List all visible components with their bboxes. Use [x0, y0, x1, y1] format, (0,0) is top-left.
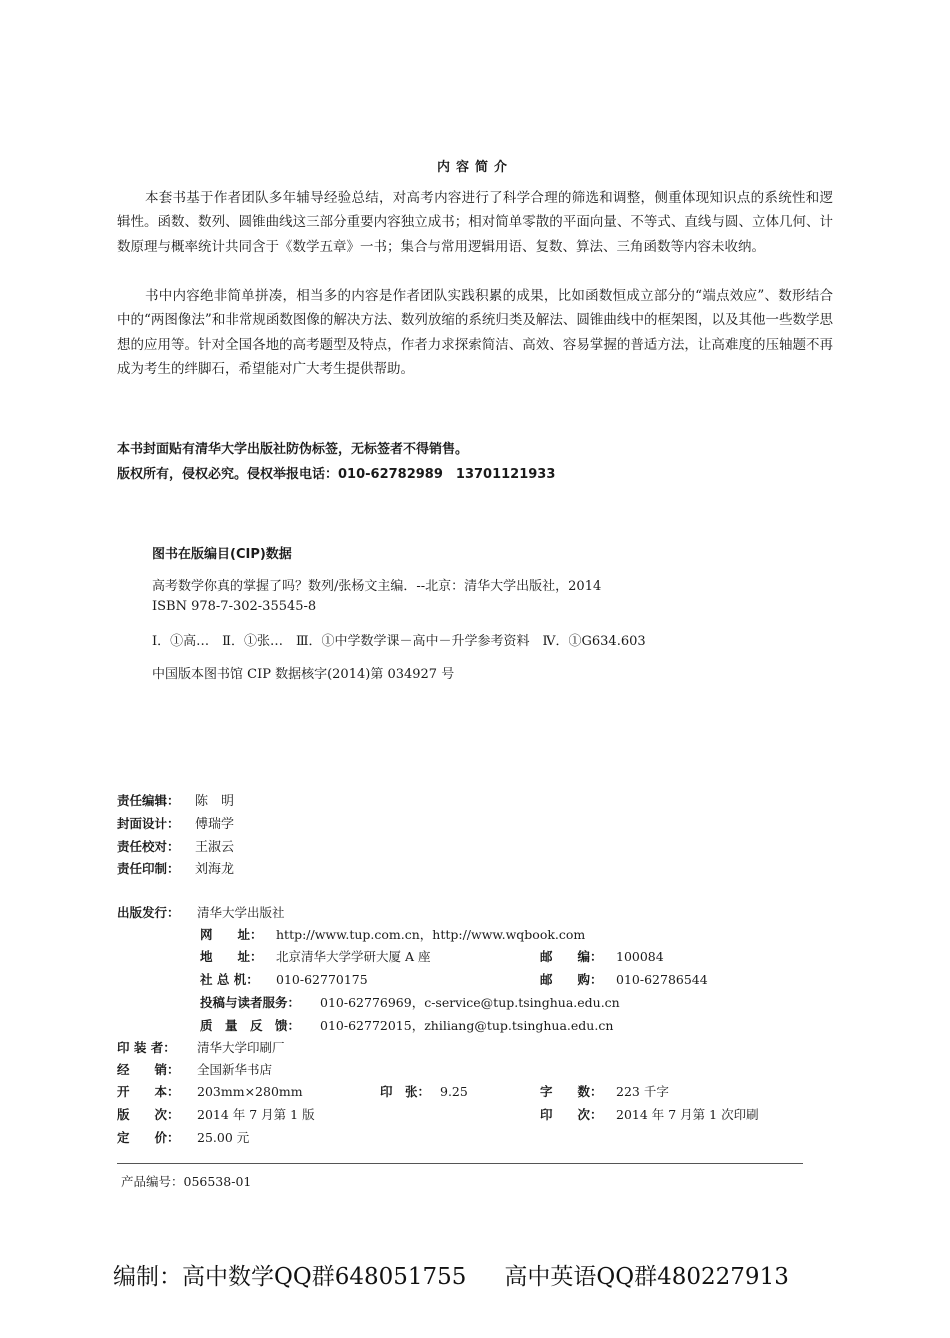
intro-title: 内容简介 — [436, 160, 513, 175]
edition-value: 2014 年 7 月第 1 版 — [197, 1107, 315, 1122]
credit-value: 傅瑞学 — [195, 817, 235, 832]
address-row — [200, 947, 430, 965]
feedback-row — [200, 1016, 613, 1034]
credit-cover-design — [117, 813, 234, 832]
credit-value: 王淑云 — [195, 840, 235, 855]
format-row — [117, 1082, 303, 1100]
footer-banner — [113, 1258, 827, 1291]
postcode-row — [540, 947, 664, 965]
printer-label: 印 装 者： — [117, 1040, 176, 1055]
switchboard-label: 社 总 机： — [200, 972, 259, 987]
publisher-label: 出版发行： — [117, 905, 180, 920]
mailorder-row — [540, 970, 708, 988]
mailorder-label: 邮 购： — [540, 972, 603, 987]
credit-value: 刘海龙 — [195, 862, 235, 877]
printer-value: 清华大学印刷厂 — [197, 1040, 285, 1055]
credit-proofreader — [117, 836, 234, 855]
printing-row — [540, 1105, 759, 1123]
intro-paragraph-2: 书中内容绝非简单拼凑，相当多的内容是作者团队实践积累的成果，比如函数恒成立部分的“端点效应”、数形结合中的“两图像法”和非常规函数图像的解决方法、数列放缩的系统归类及解法、圆锥曲线中的框架图，以及其他一些数学思想的应用等。针对全国各地的高考题型及特点，作者力求探索简洁、高效、容易掌握的普适方法，让高难度的压轴题不再成为考生的绊脚石，希望能对广大考生提供帮助。 — [117, 288, 833, 377]
words-row — [540, 1082, 669, 1100]
feedback-value: 010-62772015，zhiliang@tup.tsinghua.edu.cn — [320, 1018, 614, 1033]
distributor-row — [117, 1060, 272, 1078]
divider-rule — [117, 1163, 803, 1164]
credit-label: 责任编辑： — [117, 793, 180, 808]
price-row — [117, 1128, 249, 1146]
copyright-notice: 版权所有，侵权必究。侵权举报电话：010-62782989 13701121933 — [117, 467, 556, 482]
cip-title-line: 高考数学你真的掌握了吗？数列/张杨文主编．--北京：清华大学出版社，2014 — [152, 579, 602, 594]
postcode-label: 邮 编： — [540, 949, 603, 964]
cip-classification: Ⅰ．①高… Ⅱ．①张… Ⅲ．①中学数学课－高中－升学参考资料 Ⅳ．①G634.603 — [152, 634, 646, 649]
cip-isbn: ISBN 978-7-302-35545-8 — [152, 599, 317, 614]
reader-service-label: 投稿与读者服务： — [200, 995, 301, 1010]
words-label: 字 数： — [540, 1084, 603, 1099]
reader-service-row — [200, 993, 620, 1011]
website-value: http://www.tup.com.cn，http://www.wqbook.com — [276, 927, 586, 942]
publisher-row — [117, 903, 285, 921]
mailorder-value: 010-62786544 — [616, 972, 708, 987]
sheets-label: 印 张： — [380, 1084, 431, 1099]
product-code: 产品编号：056538-01 — [121, 1174, 252, 1189]
credit-label: 封面设计： — [117, 816, 180, 831]
printer-row — [117, 1038, 285, 1056]
reader-service-value: 010-62776969，c-service@tup.tsinghua.edu.cn — [320, 995, 620, 1010]
publisher-value: 清华大学出版社 — [197, 905, 285, 920]
printing-label: 印 次： — [540, 1107, 603, 1122]
website-row — [200, 925, 585, 943]
format-value: 203mm×280mm — [197, 1084, 303, 1099]
cip-heading: 图书在版编目(CIP)数据 — [152, 547, 292, 562]
address-label: 地 址： — [200, 949, 263, 964]
credit-label: 责任印制： — [117, 861, 180, 876]
distributor-label: 经 销： — [117, 1062, 180, 1077]
sheets-row — [380, 1082, 468, 1100]
distributor-value: 全国新华书店 — [197, 1062, 273, 1077]
feedback-label: 质 量 反 馈： — [200, 1018, 301, 1033]
edition-label: 版 次： — [117, 1107, 180, 1122]
address-value: 北京清华大学学研大厦 A 座 — [276, 949, 431, 964]
printing-value: 2014 年 7 月第 1 次印刷 — [616, 1107, 759, 1122]
postcode-value: 100084 — [616, 949, 664, 964]
edition-row — [117, 1105, 315, 1123]
intro-paragraph-1: 本套书基于作者团队多年辅导经验总结，对高考内容进行了科学合理的筛选和调整，侧重体现知识点的系统性和逻辑性。函数、数列、圆锥曲线这三部分重要内容独立成书；相对简单零散的平面向量、不等式、直线与圆、立体几何、计数原理与概率统计共同含于《数学五章》一书；集合与常用逻辑用语、复数、算法、三角函数等内容未收纳。 — [117, 190, 833, 255]
price-value: 25.00 元 — [197, 1130, 250, 1145]
footer-left-text: 编制：高中数学QQ群648051755 — [113, 1264, 467, 1290]
credit-editor — [117, 790, 234, 809]
anti-fake-notice: 本书封面贴有清华大学出版社防伪标签，无标签者不得销售。 — [117, 442, 469, 457]
website-label: 网 址： — [200, 927, 263, 942]
price-label: 定 价： — [117, 1130, 180, 1145]
switchboard-value: 010-62770175 — [276, 972, 368, 987]
credit-value: 陈 明 — [195, 794, 235, 809]
sheets-value: 9.25 — [440, 1084, 468, 1099]
credit-label: 责任校对： — [117, 839, 180, 854]
format-label: 开 本： — [117, 1084, 180, 1099]
footer-right-text: 高中英语QQ群480227913 — [504, 1264, 789, 1290]
credit-print-manager — [117, 858, 234, 877]
words-value: 223 千字 — [616, 1084, 669, 1099]
switchboard-row — [200, 970, 368, 988]
cip-record-number: 中国版本图书馆 CIP 数据核字(2014)第 034927 号 — [152, 667, 455, 682]
